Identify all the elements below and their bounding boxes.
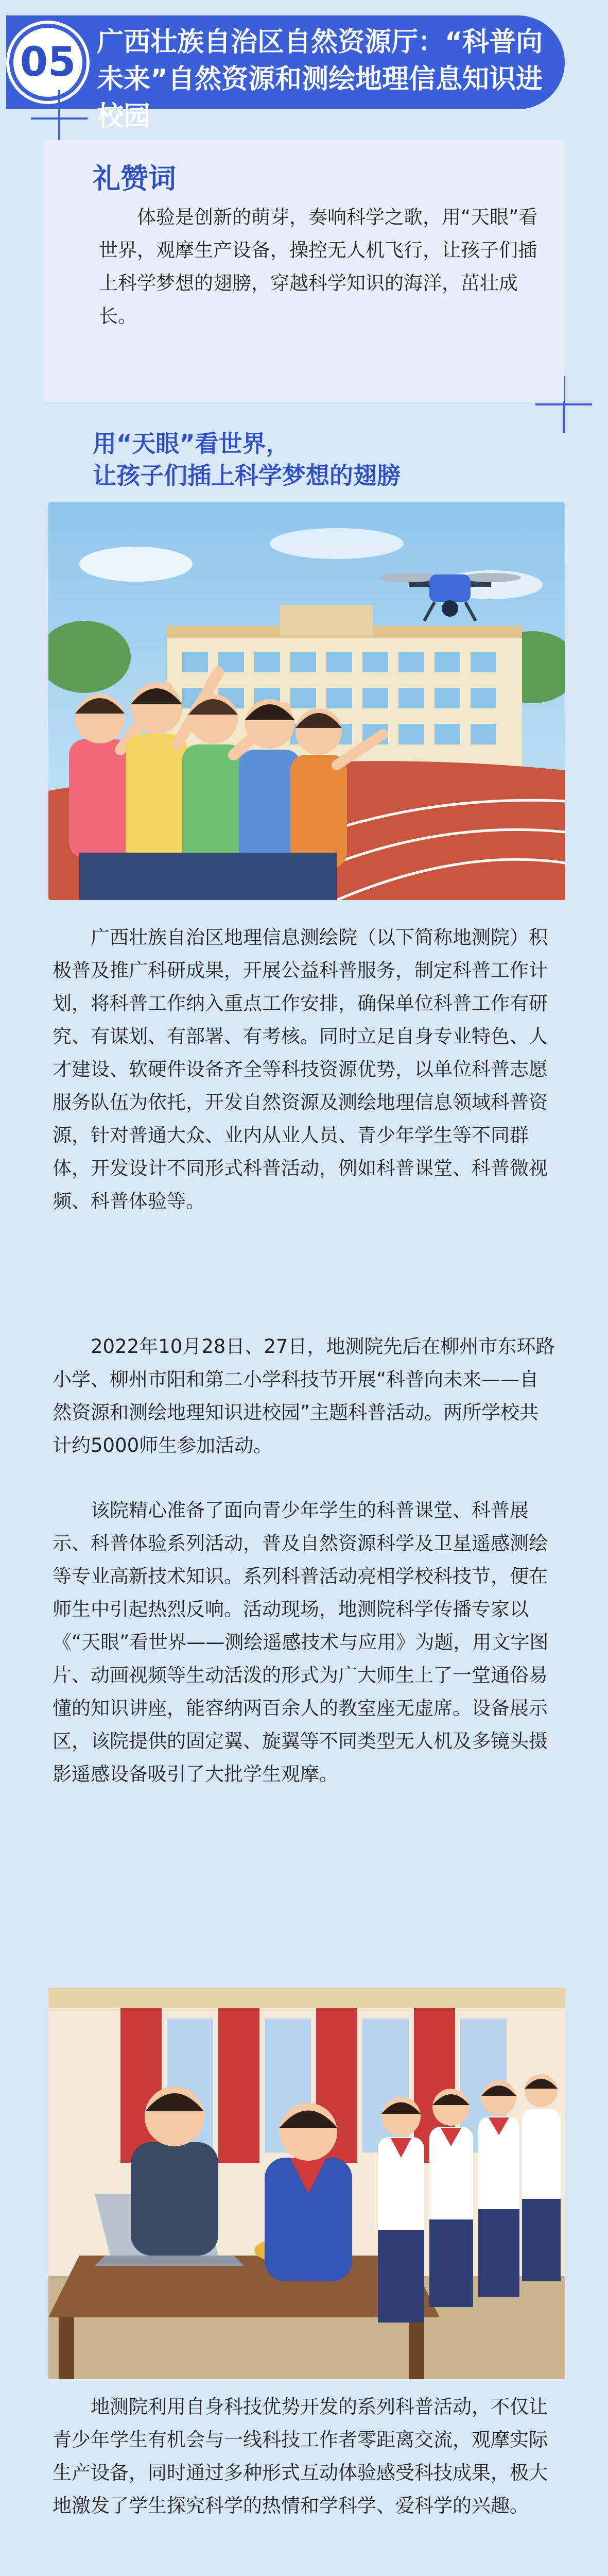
classroom-scene-icon: [48, 1988, 565, 2379]
section-number-badge: [9, 24, 86, 101]
subtitle-line-1: 用“天眼”看世界，: [93, 430, 290, 457]
praise-title: 礼赞词: [93, 162, 176, 195]
paragraph-2: 2022年10月28日、27日，地测院先后在柳州市东环路小学、柳州市阳和第二小学科技节开展“科普向未来——自然资源和测绘地理知识进校园”主题科普活动。两所学校共计约5000师生参加活动。: [53, 1335, 555, 1456]
paragraph-4: 地测院利用自身科技优势开发的系列科普活动，不仅让青少年学生有机会与一线科技工作者零距离交流，观摩实际生产设备，同时通过多种形式互动体验感受科技成果，极大地激发了学生探究科学的热情和学科学、爱科学的兴趣。: [53, 2396, 548, 2517]
praise-text: 体验是创新的萌芽，奏响科学之歌，用“天眼”看世界，观摩生产设备，操控无人机飞行，让孩子们插上科学梦想的翅膀，穿越科学知识的海洋，茁壮成长。: [99, 206, 538, 327]
illustration-classroom: [48, 1988, 565, 2379]
drone-scene-icon: [48, 502, 565, 900]
illustration-drone: [48, 502, 565, 900]
praise-box: [43, 140, 564, 402]
page-title: 广西壮族自治区自然资源厅：“科普向未来”自然资源和测绘地理信息知识进校园: [97, 27, 543, 132]
subtitle-line-2: 让孩子们插上科学梦想的翅膀: [93, 462, 401, 489]
cross-decoration-icon: [31, 90, 88, 147]
section-subtitle: [93, 428, 556, 492]
paragraph-1: 广西壮族自治区地理信息测绘院（以下简称地测院）积极普及推广科研成果，开展公益科普服务，制定科普工作计划，将科普工作纳入重点工作安排，确保单位科普工作有研究、有谋划、有部署、有考核。同时立足自身专业特色、人才建设、软硬件设备齐全等科技资源优势，以单位科普志愿服务队伍为依托，开发自然资源及测绘地理信息领域科普资源，针对普通大众、业内从业人员、青少年学生等不同群体，开发设计不同形式科普活动，例如科普课堂、科普微视频、科普体验等。: [53, 926, 548, 1212]
paragraph-3: 该院精心准备了面向青少年学生的科普课堂、科普展示、科普体验系列活动，普及自然资源科学及卫星遥感测绘等专业高新技术知识。系列科普活动亮相学校科技节，便在师生中引起热烈反响。活动现场，地测院科学传播专家以《“天眼”看世界——测绘遥感技术与应用》为题，用文字图片、动画视频等生动活泼的形式为广大师生上了一堂通俗易懂的知识讲座，能容纳两百余人的教室座无虚席。设备展示区，该院提供的固定翼、旋翼等不同类型无人机及多镜头摄影遥感设备吸引了大批学生观摩。: [53, 1499, 549, 1785]
section-number: 05: [20, 39, 76, 86]
